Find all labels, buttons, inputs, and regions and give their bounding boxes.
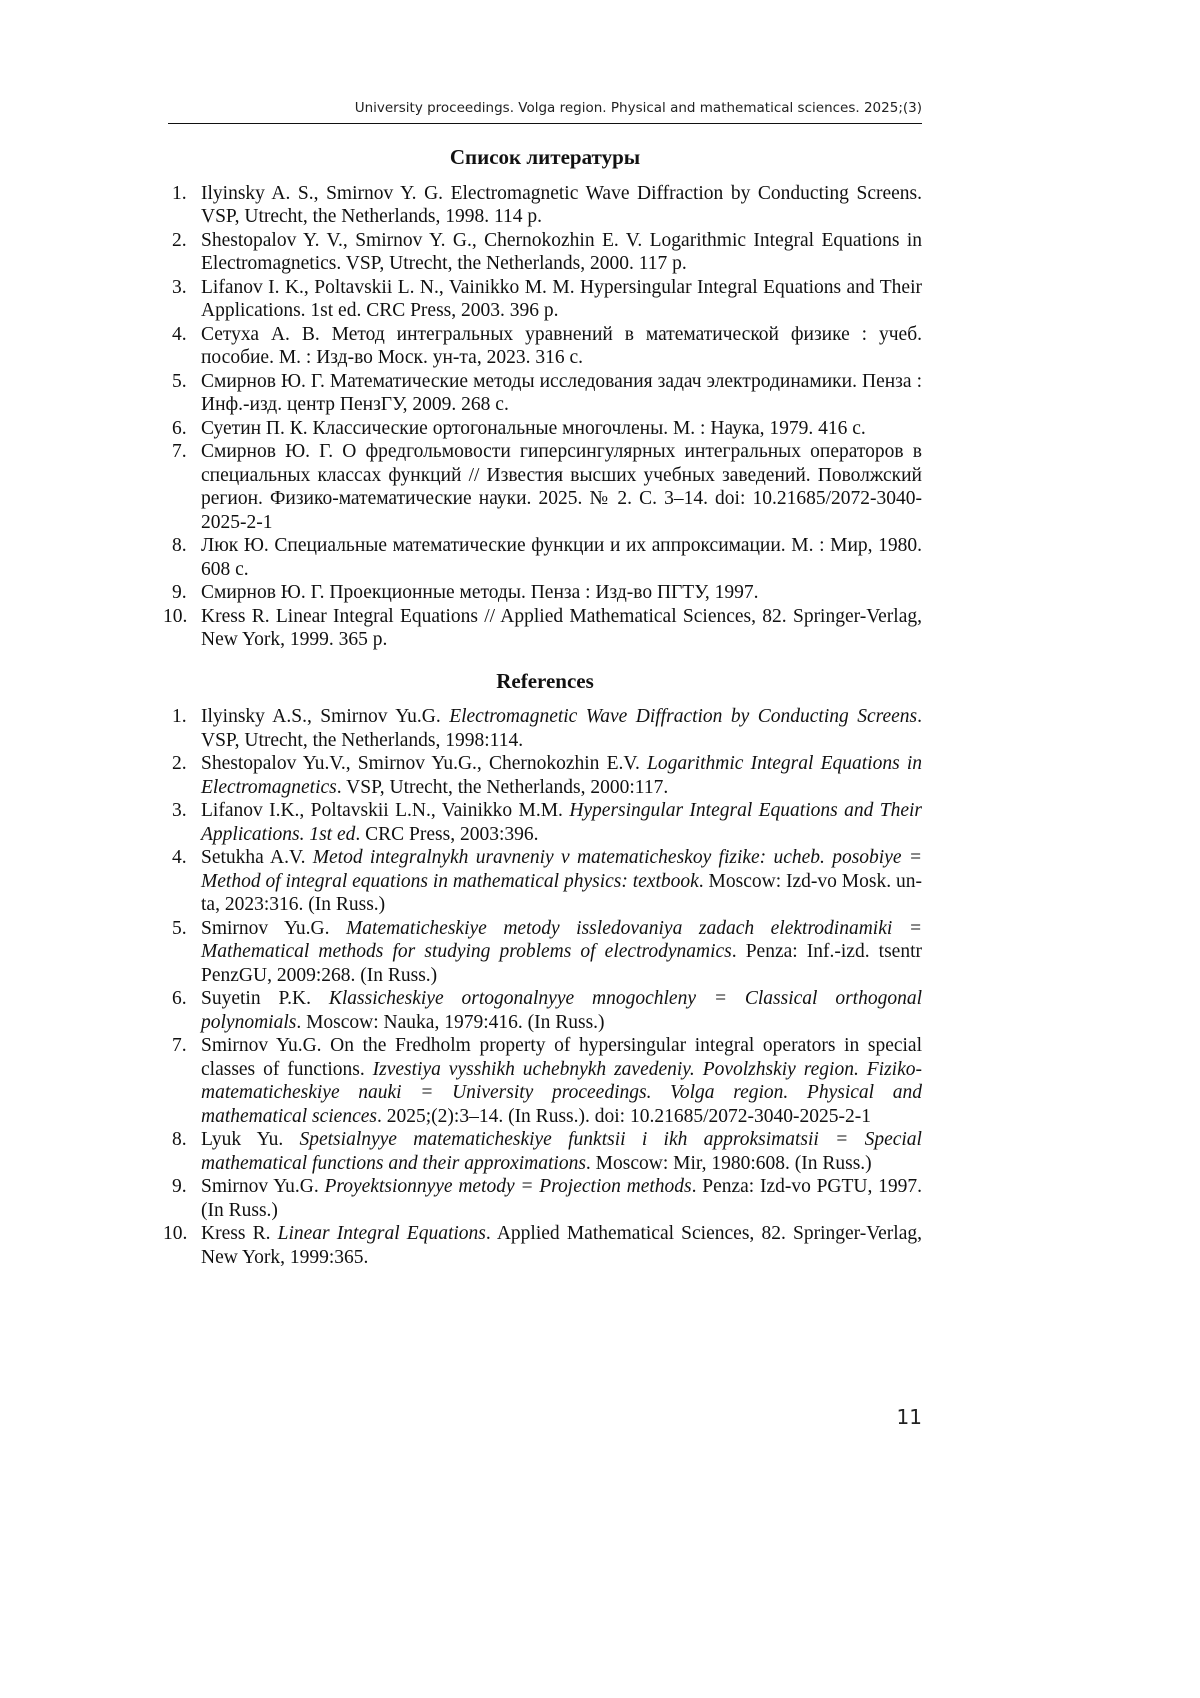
page-content	[163, 138, 923, 1269]
reference-title: Matematicheskiye metody issledovaniya zadach elektrodinamiki = Mathematical methods for studying problems of electrodynamics	[201, 917, 922, 962]
reference-number: 4.	[172, 847, 187, 868]
reference-authors: Lifanov I.K., Poltavskii L.N., Vainikko M.M.	[201, 800, 570, 821]
reference-item	[168, 182, 922, 229]
reference-text: Смирнов Ю. Г. О фредгольмовости гиперсингулярных интегральных операторов в специальных классах функций // Известия высших учебных заведений. Поволжский регион. Физико-математические науки. 2025. № 2. С. 3–14. doi: 10.21685/2072-3040-2025-2-1	[201, 441, 922, 533]
reference-item	[168, 987, 922, 1034]
reference-text: Сетуха А. В. Метод интегральных уравнений в математической физике : учеб. пособие. М. : Изд-во Моск. ун-та, 2023. 316 с.	[201, 323, 922, 368]
reference-item	[168, 534, 922, 581]
reference-title: Spetsialnyye matematicheskiye funktsii i ikh approksimatsii = Special mathematical functions and their approximations	[201, 1129, 922, 1174]
english-references-title: References	[496, 668, 594, 693]
reference-title: Electromagnetic Wave Diffraction by Conducting Screens	[449, 706, 918, 727]
reference-number: 2.	[172, 753, 187, 774]
reference-item	[168, 417, 922, 441]
reference-details: . Applied Mathematical Sciences, 82. Springer-Verlag, New York, 1999:365.	[201, 1223, 923, 1268]
reference-item	[168, 370, 922, 417]
reference-authors: Smirnov Yu.G.	[201, 1176, 325, 1197]
reference-authors: Smirnov Yu.G. On the Fredholm property of hypersingular integral operators in special classes of functions.	[201, 1035, 922, 1080]
reference-item	[168, 1175, 922, 1222]
reference-details: . Moscow: Nauka, 1979:416. (In Russ.)	[296, 1011, 605, 1033]
reference-title: Linear Integral Equations	[277, 1223, 486, 1244]
reference-authors: Suyetin P.K.	[201, 988, 329, 1009]
reference-details: . Moscow: Mir, 1980:608. (In Russ.)	[585, 1152, 872, 1174]
reference-number: 2.	[172, 229, 187, 251]
russian-references-title: Список литературы	[449, 145, 641, 169]
reference-item	[168, 917, 922, 988]
reference-authors: Setukha A.V.	[201, 847, 313, 868]
reference-item	[168, 229, 922, 276]
english-references-list	[163, 705, 923, 1269]
reference-item	[168, 581, 922, 605]
reference-item	[168, 1034, 922, 1128]
reference-item	[163, 605, 922, 652]
reference-title: Proyektsionnyye metody = Projection methods	[324, 1176, 692, 1197]
reference-details: . 2025;(2):3–14. (In Russ.). doi: 10.21685/2072-3040-2025-2-1	[377, 1105, 871, 1127]
reference-details: . VSP, Utrecht, the Netherlands, 1998:114.	[201, 706, 922, 751]
reference-item	[168, 752, 922, 799]
reference-details: . CRC Press, 2003:396.	[355, 823, 539, 845]
reference-authors: Smirnov Yu.G.	[201, 917, 347, 939]
reference-number: 5.	[172, 370, 187, 392]
reference-number: 6.	[172, 417, 187, 439]
reference-text: Смирнов Ю. Г. Проекционные методы. Пенза : Изд-во ПГТУ, 1997.	[201, 582, 759, 603]
reference-details: . Moscow: Izd-vo Mosk. un-ta, 2023:316. (In Russ.)	[201, 870, 922, 915]
reference-item	[168, 323, 922, 370]
reference-item	[168, 846, 922, 917]
russian-references-list	[163, 182, 922, 652]
reference-item	[168, 276, 922, 323]
reference-title: Logarithmic Integral Equations in Electromagnetics	[201, 753, 922, 798]
reference-number: 9.	[172, 582, 187, 603]
running-head: University proceedings. Volga region. Physical and mathematical sciences. 2025;(3)	[168, 98, 922, 124]
reference-authors: Ilyinsky A.S., Smirnov Yu.G.	[201, 706, 450, 727]
reference-item	[163, 1222, 923, 1269]
reference-item	[168, 1128, 922, 1175]
reference-number: 6.	[172, 988, 187, 1009]
reference-title: Metod integralnykh uravneniy v matematicheskoy fizike: ucheb. posobiye = Method of integral equations in mathematical physics: textbook	[201, 847, 922, 892]
reference-details: . Penza: Izd-vo PGTU, 1997. (In Russ.)	[201, 1176, 922, 1221]
reference-details: . VSP, Utrecht, the Netherlands, 2000:117.	[336, 776, 669, 798]
reference-authors: Lyuk Yu.	[201, 1129, 300, 1150]
reference-item	[168, 705, 922, 752]
reference-number: 1.	[172, 182, 187, 204]
reference-title: Hypersingular Integral Equations and Their Applications. 1st ed	[201, 800, 922, 845]
reference-item	[168, 440, 922, 534]
reference-number: 4.	[172, 323, 187, 345]
reference-number: 8.	[172, 1129, 187, 1150]
reference-title: Klassicheskiye ortogonalnyye mnogochleny = Classical orthogonal polynomials	[201, 988, 922, 1033]
reference-number: 10.	[163, 605, 188, 627]
reference-item	[168, 799, 922, 846]
reference-text: Смирнов Ю. Г. Математические методы исследования задач электродинамики. Пенза : Инф.-изд. центр ПензГУ, 2009. 268 с.	[201, 370, 922, 415]
reference-text: Люк Ю. Специальные математические функции и их аппроксимации. М. : Мир, 1980. 608 с.	[201, 535, 922, 580]
reference-text: Lifanov I. K., Poltavskii L. N., Vainikko M. M. Hypersingular Integral Equations and Their Applications. 1st ed. CRC Press, 2003. 396 p.	[201, 276, 922, 321]
page-number: 11	[896, 1405, 922, 1429]
reference-number: 3.	[172, 800, 187, 821]
reference-number: 7.	[172, 441, 187, 462]
reference-details: . Penza: Inf.-izd. tsentr PenzGU, 2009:268. (In Russ.)	[201, 941, 922, 986]
reference-text: Kress R. Linear Integral Equations // Applied Mathematical Sciences, 82. Springer-Verlag, New York, 1999. 365 p.	[201, 605, 922, 650]
reference-number: 3.	[172, 276, 187, 298]
reference-number: 7.	[172, 1035, 187, 1056]
reference-authors: Kress R.	[201, 1223, 278, 1244]
reference-number: 9.	[172, 1176, 187, 1197]
reference-title: Izvestiya vysshikh uchebnykh zavedeniy. Povolzhskiy region. Fiziko-matematicheskiye nauki = University proceedings. Volga region. Physical and mathematical sciences	[201, 1058, 922, 1127]
reference-authors: Shestopalov Yu.V., Smirnov Yu.G., Chernokozhin E.V.	[201, 753, 647, 774]
reference-text: Ilyinsky A. S., Smirnov Y. G. Electromagnetic Wave Diffraction by Conducting Screens. VSP, Utrecht, the Netherlands, 1998. 114 p.	[201, 182, 922, 227]
reference-number: 8.	[172, 535, 187, 556]
reference-number: 1.	[172, 706, 187, 727]
reference-text: Shestopalov Y. V., Smirnov Y. G., Chernokozhin E. V. Logarithmic Integral Equations in Electromagnetics. VSP, Utrecht, the Netherlands, 2000. 117 p.	[201, 229, 922, 274]
reference-number: 5.	[172, 917, 187, 939]
reference-text: Суетин П. К. Классические ортогональные многочлены. М. : Наука, 1979. 416 с.	[201, 417, 866, 439]
reference-number: 10.	[163, 1223, 188, 1244]
